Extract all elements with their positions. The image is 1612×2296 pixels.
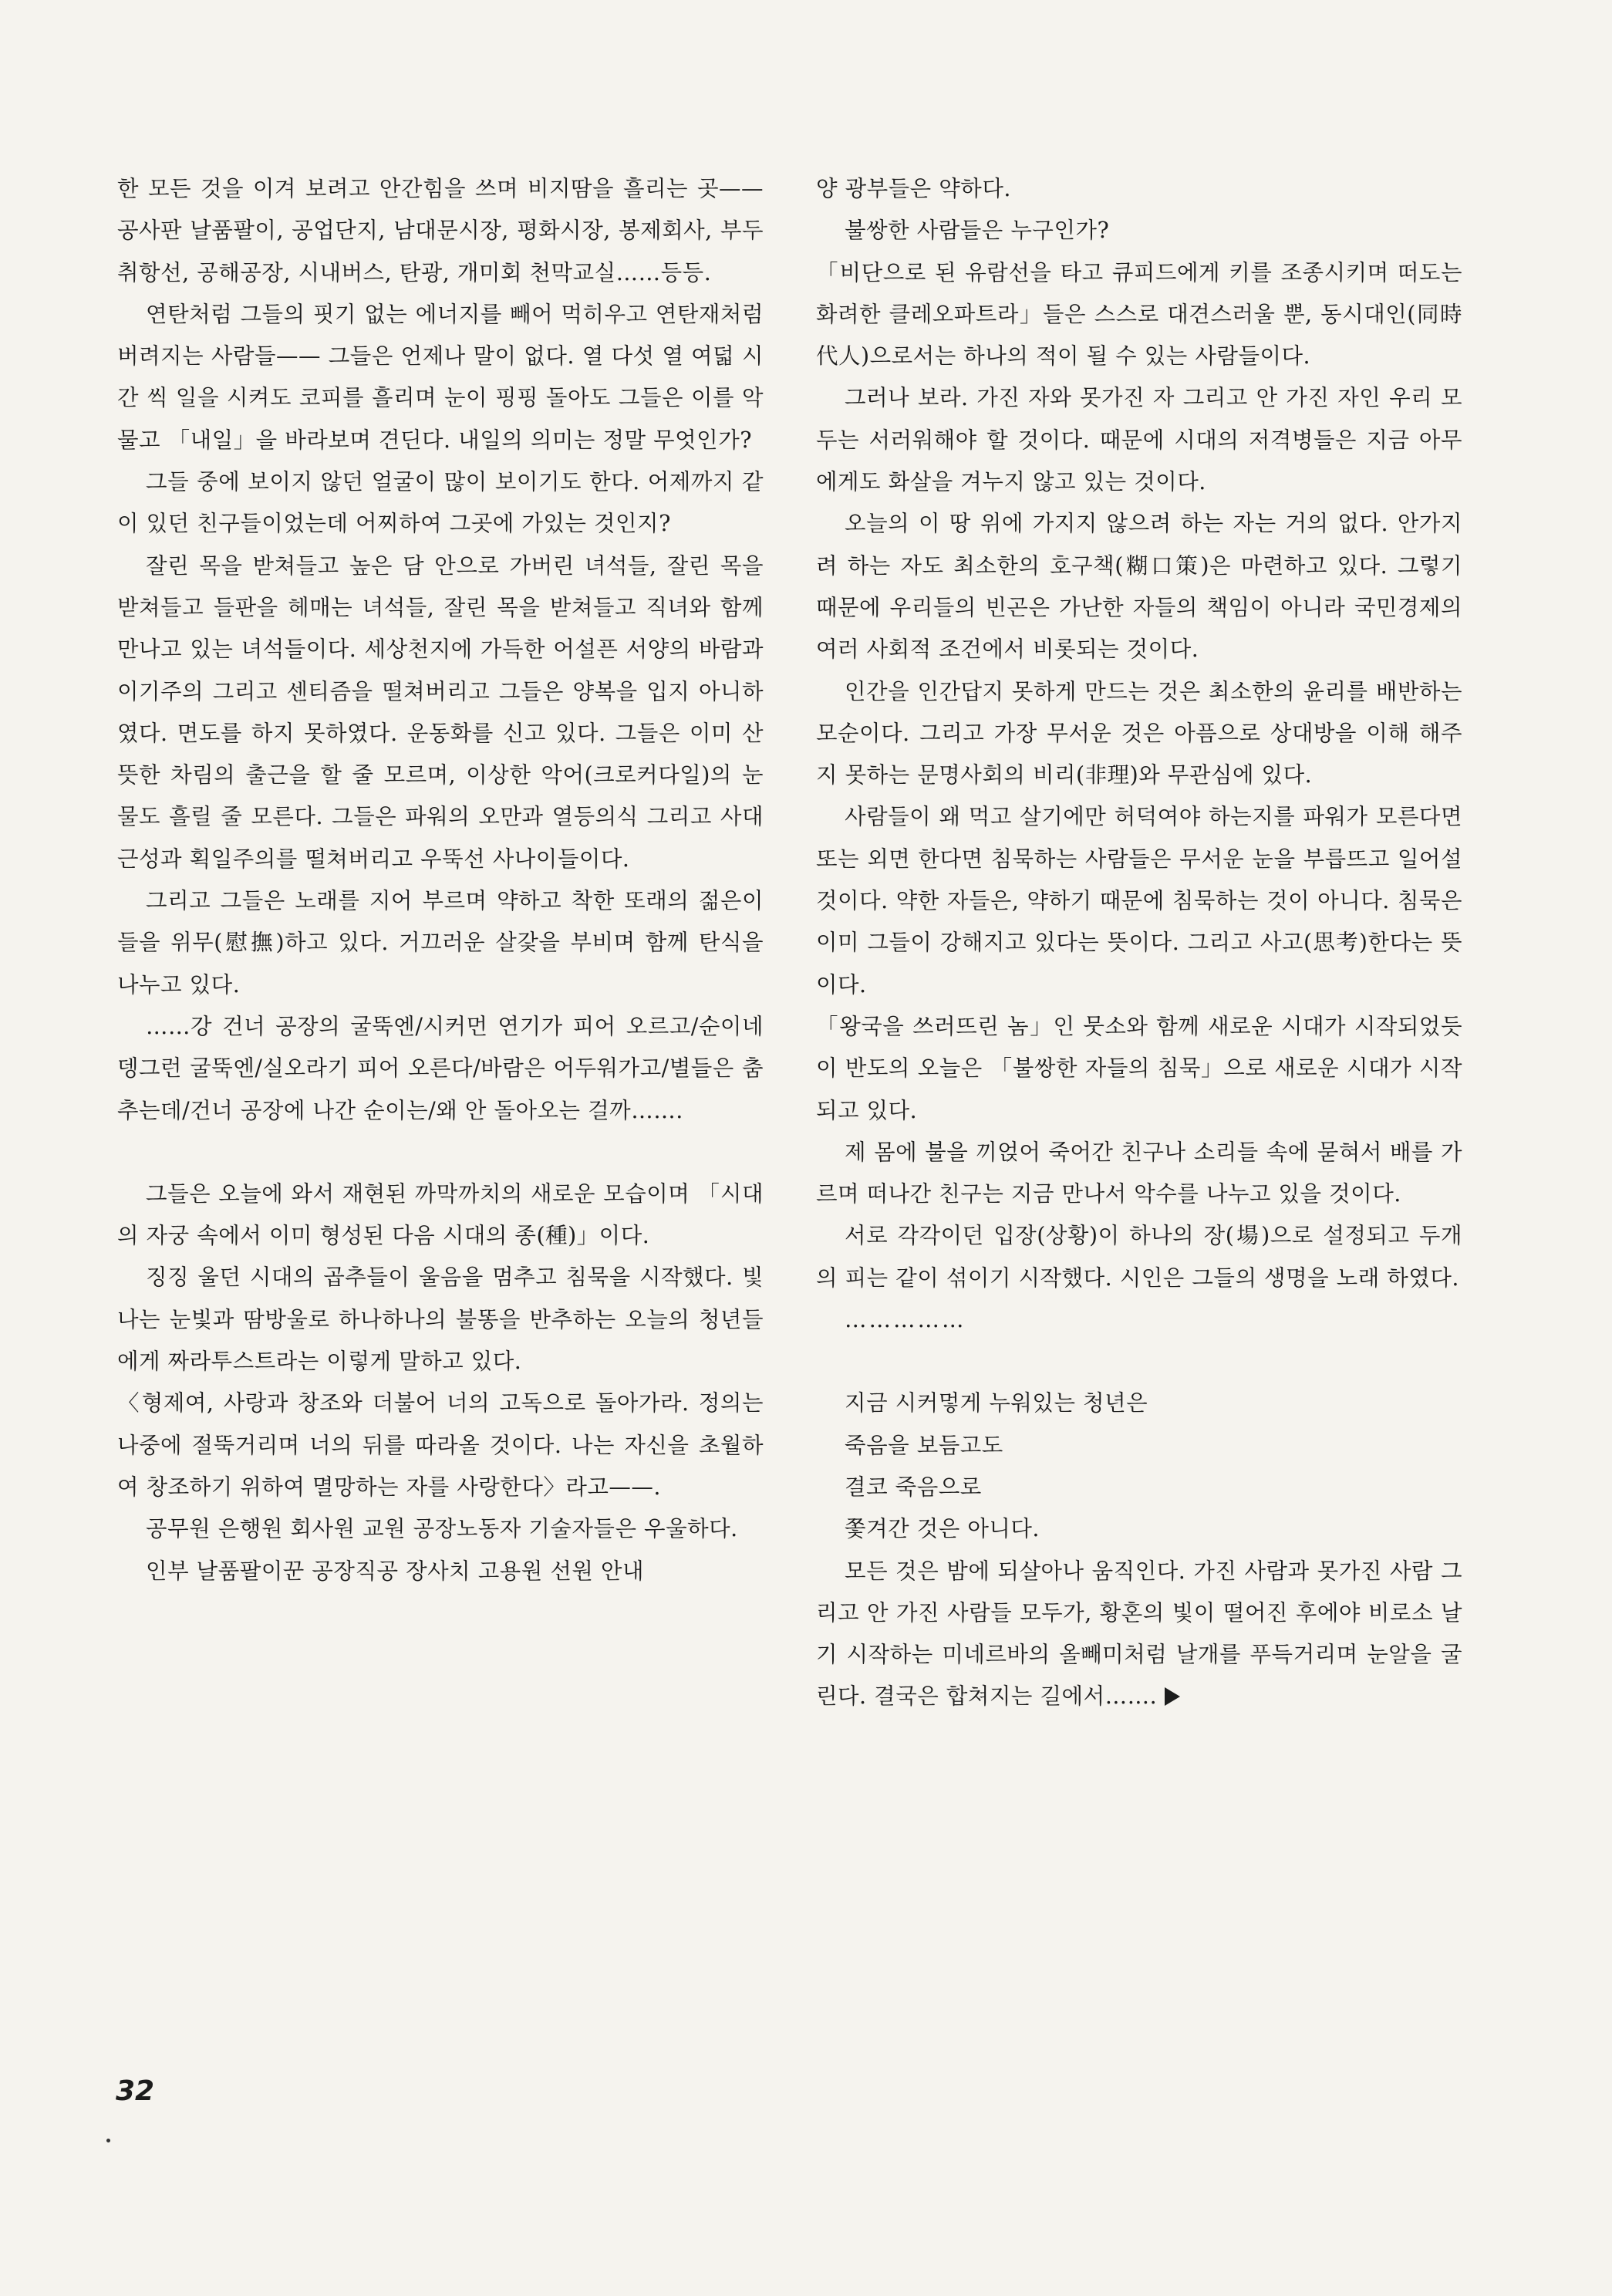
paragraph-text: 「왕국을 쓰러뜨린 놈」인 뭇소와 함께 새로운 시대가 시작되었듯이 반도의 오늘은 「불쌍한 자들의 침묵」으로 새로운 시대가 시작되고 있다. xyxy=(816,1013,1462,1123)
paragraph-text: 인부 날품팔이꾼 공장직공 장사치 고용원 선원 안내 xyxy=(146,1558,645,1584)
paragraph xyxy=(816,671,1462,797)
paragraph xyxy=(816,1215,1462,1299)
paragraph xyxy=(816,1132,1462,1216)
paragraph-text: 지금 시커멓게 누워있는 청년은 xyxy=(845,1390,1148,1416)
paragraph-text: ……강 건너 공장의 굴뚝엔/시커먼 연기가 피어 오르고/순이네 뎅그런 굴뚝엔/실오라기 피어 오른다/바람은 어두워가고/별들은 춤추는데/건너 공장에 나간 순이는/왜 안 돌아오는 걸까……. xyxy=(117,1013,764,1123)
paragraph-text: 제 몸에 불을 끼얹어 죽어간 친구나 소리들 속에 묻혀서 배를 가르며 떠나간 친구는 지금 만나서 악수를 나누고 있을 것이다. xyxy=(816,1139,1462,1207)
paragraph xyxy=(816,168,1462,210)
paragraph-text: 오늘의 이 땅 위에 가지지 않으려 하는 자는 거의 없다. 안가지려 하는 자도 최소한의 호구책(糊口策)은 마련하고 있다. 그렇기 때문에 우리들의 빈곤은 가난한 자들의 책임이 아니라 국민경제의 여러 사회적 조건에서 비롯되는 것이다. xyxy=(816,511,1462,663)
paragraph-text: 그들 중에 보이지 않던 얼굴이 많이 보이기도 한다. 어제까지 같이 있던 친구들이었는데 어찌하여 그곳에 가있는 것인지? xyxy=(117,469,764,537)
paragraph xyxy=(117,545,764,880)
paragraph xyxy=(117,294,764,461)
paragraph-text: 징징 울던 시대의 곱추들이 울음을 멈추고 침묵을 시작했다. 빛나는 눈빛과 땀방울로 하나하나의 불똥을 반추하는 오늘의 청년들에게 짜라투스트라는 이렇게 말하고 있다. xyxy=(117,1264,764,1375)
paragraph-text: 〈형제여, 사랑과 창조와 더불어 너의 고독으로 돌아가라. 정의는 나중에 절뚝거리며 너의 뒤를 따라올 것이다. 나는 자신을 초월하여 창조하기 위하여 멸망하는 자를 사랑한다〉라고——. xyxy=(117,1390,764,1500)
paragraph xyxy=(117,1173,764,1258)
arrow-right-icon xyxy=(1165,1687,1180,1706)
paragraph xyxy=(816,796,1462,1005)
paragraph-text: 「비단으로 된 유람선을 타고 큐피드에게 키를 조종시키며 떠도는 화려한 클레오파트라」들은 스스로 대견스러울 뿐, 동시대인(同時代人)으로서는 하나의 적이 될 수 있는 사람들이다. xyxy=(816,259,1462,370)
paragraph xyxy=(816,1551,1462,1718)
paragraph-text: 한 모든 것을 이겨 보려고 안간힘을 쓰며 비지땀을 흘리는 곳——공사판 날품팔이, 공업단지, 남대문시장, 평화시장, 봉제회사, 부두 취항선, 공해공장, 시내버스, 탄광, 개미회 천막교실……등등. xyxy=(117,176,764,285)
paragraph xyxy=(816,1006,1462,1132)
paragraph xyxy=(117,1006,764,1132)
paragraph xyxy=(816,1383,1462,1424)
paragraph xyxy=(117,168,764,294)
paragraph xyxy=(816,1467,1462,1508)
right-text-column xyxy=(816,168,1462,1718)
paragraph-text: 그러나 보라. 가진 자와 못가진 자 그리고 안 가진 자인 우리 모두는 서러워해야 할 것이다. 때문에 시대의 저격병들은 지금 아무에게도 화살을 겨누지 않고 있는 것이다. xyxy=(816,385,1462,495)
paragraph xyxy=(117,461,764,545)
paragraph-text: 불쌍한 사람들은 누구인가? xyxy=(845,218,1110,244)
paragraph-text: 잘린 목을 받쳐들고 높은 담 안으로 가버린 녀석들, 잘린 목을 받쳐들고 들판을 헤매는 녀석들, 잘린 목을 받쳐들고 직녀와 함께 만나고 있는 녀석들이다. 세상천지에 가득한 어설픈 서양의 바람과 이기주의 그리고 센티즘을 떨쳐버리고 그들은 양복을 입지 아니하였다. 면도를 하지 못하였다. 운동화를 신고 있다. 그들은 이미 산뜻한 차림의 출근을 할 줄 모르며, 이상한 악어(크로커다일)의 눈물도 흘릴 줄 모른다. 그들은 파워의 오만과 열등의식 그리고 사대근성과 획일주의를 떨쳐버리고 우뚝선 사나이들이다. xyxy=(117,552,764,872)
paragraph xyxy=(816,1425,1462,1467)
paragraph-text: 모든 것은 밤에 되살아나 움직인다. 가진 사람과 못가진 사람 그리고 안 가진 사람들 모두가, 황혼의 빛이 떨어진 후에야 비로소 날기 시작하는 미네르바의 올빼미처럼 날개를 푸득거리며 눈알을 굴린다. 결국은 합쳐지는 길에서……. xyxy=(816,1558,1462,1710)
paragraph xyxy=(117,1508,764,1550)
print-speck xyxy=(106,2139,110,2142)
paragraph xyxy=(117,1551,764,1592)
paragraph-text: 사람들이 왜 먹고 살기에만 허덕여야 하는지를 파워가 모른다면 또는 외면 한다면 침묵하는 사람들은 무서운 눈을 부릅뜨고 일어설 것이다. 약한 자들은, 약하기 때문에 침묵하는 것이 아니다. 침묵은 이미 그들이 강해지고 있다는 뜻이다. 그리고 사고(思考)한다는 뜻이다. xyxy=(816,804,1462,998)
paragraph-text: 서로 각각이던 입장(상황)이 하나의 장(場)으로 설정되고 두개의 피는 같이 섞이기 시작했다. 시인은 그들의 생명을 노래 하였다. xyxy=(816,1223,1462,1291)
paragraph xyxy=(117,1383,764,1508)
paragraph xyxy=(816,1299,1462,1341)
paragraph-text: 그리고 그들은 노래를 지어 부르며 약하고 착한 또래의 젊은이들을 위무(慰撫)하고 있다. 거끄러운 살갗을 부비며 함께 탄식을 나누고 있다. xyxy=(117,888,764,998)
paragraph xyxy=(816,503,1462,670)
paragraph xyxy=(816,1508,1462,1550)
paragraph-text: 인간을 인간답지 못하게 만드는 것은 최소한의 윤리를 배반하는 모순이다. 그리고 가장 무서운 것은 아픔으로 상대방을 이해 해주지 못하는 문명사회의 비리(非理)와 무관심에 있다. xyxy=(816,678,1462,788)
paragraph-text: 그들은 오늘에 와서 재현된 까막까치의 새로운 모습이며 「시대의 자궁 속에서 이미 형성된 다음 시대의 종(種)」이다. xyxy=(117,1180,764,1249)
page-number: 32 xyxy=(116,2075,155,2107)
paragraph-text: 결코 죽음으로 xyxy=(845,1474,982,1500)
paragraph-text: 양 광부들은 약하다. xyxy=(816,176,1011,201)
paragraph xyxy=(816,377,1462,503)
paragraph xyxy=(117,1257,764,1383)
paragraph-text: 죽음을 보듬고도 xyxy=(845,1432,1003,1458)
paragraph xyxy=(816,252,1462,378)
left-text-column xyxy=(117,168,764,1592)
paragraph xyxy=(117,880,764,1006)
paragraph-text: 쫓겨간 것은 아니다. xyxy=(845,1516,1040,1542)
paragraph-text: 연탄처럼 그들의 핏기 없는 에너지를 빼어 먹히우고 연탄재처럼 버려지는 사람들—— 그들은 언제나 말이 없다. 열 다섯 열 여덟 시간 씩 일을 시켜도 코피를 흘리며 눈이 핑핑 돌아도 그들은 이를 악물고 「내일」을 바라보며 견딘다. 내일의 의미는 정말 무엇인가? xyxy=(117,301,764,453)
paragraph xyxy=(816,210,1462,252)
paragraph-text: 공무원 은행원 회사원 교원 공장노동자 기술자들은 우울하다. xyxy=(146,1516,738,1542)
paragraph-text: …………… xyxy=(845,1307,966,1333)
